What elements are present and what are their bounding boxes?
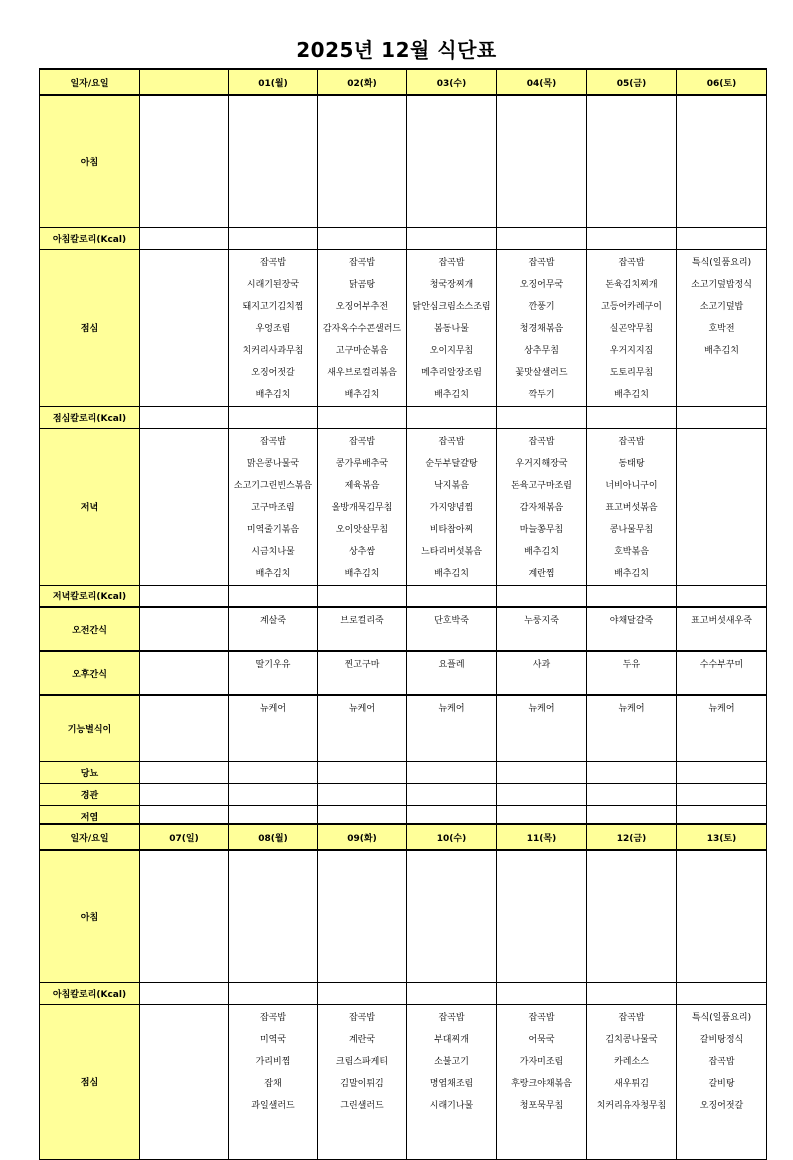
menu-cell [497,227,587,249]
menu-cell [140,95,229,227]
menu-cell [140,783,229,805]
menu-item: 돈육김치찌개 [605,279,658,290]
menu-cell [677,249,767,406]
day-header: 04(목) [497,69,587,95]
row-label: 오후간식 [40,651,140,695]
menu-item: 잡곡밥 [438,257,465,268]
menu-item: 느타리버섯볶음 [421,546,482,557]
menu-cell [140,850,229,982]
menu-item: 소고기덮밥 [699,301,744,312]
menu-item: 잡곡밥 [528,1012,555,1023]
menu-item: 특식(일품요리) [691,257,752,268]
row-label: 당뇨 [40,761,140,783]
menu-cell [318,783,407,805]
menu-item: 특식(일품요리) [691,1012,752,1023]
menu-cell [587,695,677,761]
menu-item: 시래기된장국 [246,279,300,290]
menu-item: 누룽지죽 [524,616,559,626]
meal-table-week1 [39,68,767,828]
menu-item: 브로컬리죽 [340,616,384,626]
menu-cell [497,850,587,982]
menu-cell [318,1004,407,1159]
menu-cell [318,695,407,761]
menu-cell [587,607,677,651]
menu-cell [229,249,318,406]
row-label: 아침칼로리(Kcal) [40,982,140,1004]
menu-item: 어묵국 [528,1034,555,1045]
menu-cell [318,850,407,982]
menu-item: 콩나물무침 [609,524,654,535]
menu-item: 동태탕 [618,458,645,469]
day-header: 05(금) [587,69,677,95]
meal-row [40,651,767,695]
meal-row [40,1004,767,1159]
menu-item: 잡곡밥 [259,436,287,447]
menu-item: 오이지무침 [429,345,474,356]
meal-row [40,783,767,805]
menu-item: 잡곡밥 [348,257,376,268]
menu-item: 표고버섯새우죽 [691,616,752,626]
menu-cell [318,607,407,651]
menu-item: 오징어젓갈 [699,1100,744,1111]
menu-item: 맑은콩나물국 [246,458,300,469]
row-label: 점심칼로리(Kcal) [40,406,140,428]
menu-item: 새우브로컬리볶음 [327,367,397,378]
menu-item: 청경채볶음 [519,323,564,334]
menu-cell [140,249,229,406]
meal-row [40,585,767,607]
menu-cell [318,982,407,1004]
menu-item: 뉴케어 [618,704,645,714]
menu-cell [677,95,767,227]
page-title: 2025년 12월 식단표 [296,38,497,62]
menu-item: 잡곡밥 [708,1056,735,1067]
row-label: 오전간식 [40,607,140,651]
menu-item: 뉴케어 [708,704,735,714]
menu-cell [497,982,587,1004]
corner-label: 일자/요일 [40,69,140,95]
menu-item: 시금치나물 [251,546,295,557]
meal-table-week2 [39,823,767,1160]
menu-cell [407,982,497,1004]
menu-item: 배추김치 [344,568,380,579]
menu-cell [677,695,767,761]
menu-cell [677,1004,767,1159]
menu-item: 계란찜 [528,568,555,579]
menu-cell [497,95,587,227]
menu-item: 야채달걀죽 [609,616,654,626]
menu-item: 뉴케어 [348,704,376,714]
menu-item: 배추김치 [255,389,291,400]
menu-item: 크림스파게티 [335,1056,389,1067]
menu-cell [407,227,497,249]
menu-cell [587,982,677,1004]
menu-cell [677,607,767,651]
menu-cell [407,585,497,607]
menu-cell [318,227,407,249]
menu-item: 배추김치 [255,568,291,579]
menu-item: 오징어젓갈 [251,367,295,378]
menu-item: 너비아니구이 [605,480,658,491]
menu-cell [407,850,497,982]
menu-item: 배추김치 [614,389,649,400]
menu-item: 김말이튀김 [340,1078,384,1089]
menu-cell [677,783,767,805]
menu-item: 수수부꾸미 [699,660,744,670]
row-label: 경관 [40,783,140,805]
menu-cell [318,428,407,585]
meal-row [40,850,767,982]
day-header: 01(월) [229,69,318,95]
menu-cell [140,651,229,695]
menu-cell [587,1004,677,1159]
menu-item: 상추쌈 [348,546,376,557]
day-header: 13(토) [677,824,767,850]
menu-item: 돼지고기김치찜 [242,301,304,312]
menu-cell [318,585,407,607]
menu-item: 소고기그린빈스볶음 [233,480,313,491]
menu-cell [140,982,229,1004]
menu-cell [497,607,587,651]
menu-item: 닭안심크림소스조림 [412,301,491,312]
menu-item: 사과 [532,660,551,670]
menu-cell [318,406,407,428]
menu-cell [677,585,767,607]
menu-cell [318,651,407,695]
menu-item: 고등어카레구이 [601,301,662,312]
meal-row [40,607,767,651]
menu-item: 갈비탕정식 [699,1034,744,1045]
menu-cell [677,761,767,783]
menu-item: 갈비탕 [708,1078,735,1089]
menu-item: 고구마조림 [251,502,295,513]
menu-item: 닭곰탕 [348,279,376,290]
menu-cell [587,227,677,249]
menu-item: 잡곡밥 [438,436,465,447]
menu-item: 소불고기 [434,1056,469,1067]
menu-cell [497,695,587,761]
menu-cell [677,428,767,585]
menu-cell [229,607,318,651]
corner-label: 일자/요일 [40,824,140,850]
row-label: 아침 [40,95,140,227]
menu-item: 잡곡밥 [618,257,645,268]
menu-cell [587,850,677,982]
menu-item: 뉴케어 [528,704,555,714]
menu-item: 청포묵무침 [519,1100,564,1111]
menu-item: 깍두기 [528,389,555,400]
menu-cell [587,428,677,585]
row-label: 기능별식이 [40,695,140,761]
menu-cell [497,761,587,783]
menu-cell [497,1004,587,1159]
menu-item: 배추김치 [614,568,649,579]
row-label: 아침 [40,850,140,982]
menu-item: 잡곡밥 [259,1012,287,1023]
menu-cell [140,227,229,249]
menu-item: 콩가루배추국 [335,458,389,469]
row-label: 저녁 [40,428,140,585]
meal-row [40,227,767,249]
menu-cell [229,406,318,428]
row-label: 저녁칼로리(Kcal) [40,585,140,607]
menu-cell [140,406,229,428]
menu-cell [229,95,318,227]
menu-cell [497,783,587,805]
menu-item: 올방개묵김무침 [331,502,393,513]
menu-item: 김치콩나물국 [605,1034,658,1045]
menu-item: 상추무침 [524,345,559,356]
menu-cell [587,651,677,695]
menu-cell [407,761,497,783]
menu-item: 오징어부추전 [335,301,389,312]
menu-cell [407,651,497,695]
menu-cell [677,651,767,695]
menu-item: 두유 [622,660,641,670]
menu-item: 잡곡밥 [528,436,555,447]
menu-item: 우엉조림 [255,323,291,334]
menu-item: 가지양념찜 [429,502,474,513]
menu-cell [407,249,497,406]
menu-cell [587,783,677,805]
menu-cell [140,428,229,585]
menu-cell [407,428,497,585]
meal-row [40,95,767,227]
menu-cell [677,850,767,982]
menu-item: 잡곡밥 [348,1012,376,1023]
menu-cell [140,761,229,783]
meal-row [40,761,767,783]
menu-item: 잡곡밥 [528,257,555,268]
menu-item: 순두부달걀탕 [425,458,478,469]
menu-item: 잡채 [264,1078,282,1089]
menu-item: 오징어무국 [519,279,564,290]
menu-item: 꽃맛살샐러드 [515,367,568,378]
menu-item: 과일샐러드 [251,1100,295,1111]
meal-row [40,982,767,1004]
menu-item: 봄동나물 [434,323,469,334]
menu-item: 호박전 [708,323,735,334]
menu-item: 도토리무침 [609,367,654,378]
menu-item: 잡곡밥 [259,257,287,268]
menu-cell [318,761,407,783]
menu-cell [587,585,677,607]
row-label: 저염 [40,805,140,827]
menu-item: 단호박죽 [434,616,469,626]
menu-cell [407,607,497,651]
menu-cell [229,783,318,805]
menu-item: 계살죽 [259,616,287,626]
menu-cell [497,249,587,406]
day-header: 09(화) [318,824,407,850]
menu-item: 감자옥수수콘샐러드 [322,323,402,334]
menu-item: 우거지해장국 [515,458,568,469]
menu-item: 가자미조림 [519,1056,564,1067]
row-label: 점심 [40,1004,140,1159]
menu-cell [229,1004,318,1159]
menu-item: 가리비찜 [255,1056,291,1067]
menu-cell [140,607,229,651]
menu-item: 잡곡밥 [618,436,645,447]
menu-item: 제육볶음 [344,480,380,491]
menu-item: 새우튀김 [614,1078,649,1089]
menu-cell [229,428,318,585]
menu-item: 고구마순볶음 [335,345,389,356]
menu-item: 잡곡밥 [348,436,376,447]
menu-cell [318,95,407,227]
menu-item: 요플레 [438,660,465,670]
menu-cell [229,982,318,1004]
menu-item: 돈육고구마조림 [511,480,572,491]
row-label: 아침칼로리(Kcal) [40,227,140,249]
menu-cell [229,585,318,607]
menu-item: 표고버섯볶음 [605,502,658,513]
meal-row [40,249,767,406]
menu-item: 후랑크야채볶음 [511,1078,572,1089]
menu-item: 명엽채조림 [429,1078,474,1089]
menu-item: 비타참아찌 [429,524,474,535]
row-label: 점심 [40,249,140,406]
day-header: 12(금) [587,824,677,850]
meal-row [40,428,767,585]
menu-item: 계란국 [348,1034,376,1045]
menu-cell [229,850,318,982]
menu-item: 딸기우유 [255,660,291,670]
menu-cell [677,227,767,249]
menu-item: 잡곡밥 [618,1012,645,1023]
menu-item: 배추김치 [434,389,469,400]
day-header [140,69,229,95]
menu-item: 감자채볶음 [519,502,564,513]
menu-cell [587,761,677,783]
menu-cell [587,249,677,406]
menu-item: 실곤약무침 [609,323,654,334]
meal-row [40,695,767,761]
menu-item: 뉴케어 [438,704,465,714]
menu-cell [407,95,497,227]
menu-item: 잡곡밥 [438,1012,465,1023]
menu-cell [497,651,587,695]
menu-cell [677,406,767,428]
menu-cell [229,695,318,761]
menu-item: 부대찌개 [434,1034,469,1045]
menu-item: 청국장찌개 [429,279,474,290]
menu-item: 배추김치 [704,345,739,356]
menu-item: 미역줄기볶음 [246,524,300,535]
menu-cell [497,428,587,585]
menu-item: 미역국 [259,1034,287,1045]
menu-cell [140,695,229,761]
menu-item: 그린샐러드 [340,1100,384,1111]
menu-item: 마늘쫑무침 [519,524,564,535]
menu-item: 배추김치 [434,568,469,579]
menu-item: 소고기덮밥정식 [691,279,752,290]
menu-item: 낙지볶음 [434,480,469,491]
menu-item: 치커리유자청무침 [596,1100,667,1111]
menu-item: 호박볶음 [614,546,649,557]
menu-item: 뉴케어 [259,704,287,714]
day-header: 10(수) [407,824,497,850]
menu-cell [677,982,767,1004]
menu-item: 시래기나물 [429,1100,474,1111]
menu-cell [229,227,318,249]
menu-item: 배추김치 [524,546,559,557]
day-header: 06(토) [677,69,767,95]
menu-cell [407,1004,497,1159]
menu-cell [140,585,229,607]
menu-cell [229,651,318,695]
meal-row [40,406,767,428]
menu-cell [407,783,497,805]
menu-cell [140,1004,229,1159]
day-header: 03(수) [407,69,497,95]
menu-item: 치커리사과무침 [242,345,304,356]
menu-cell [497,406,587,428]
day-header: 11(목) [497,824,587,850]
menu-item: 메추리알장조림 [421,367,482,378]
menu-item: 찐고구마 [344,660,380,670]
menu-cell [497,585,587,607]
menu-item: 우거지지짐 [609,345,654,356]
day-header: 07(일) [140,824,229,850]
menu-item: 오이앗살무침 [335,524,389,535]
menu-cell [587,95,677,227]
day-header: 08(월) [229,824,318,850]
day-header: 02(화) [318,69,407,95]
menu-cell [407,406,497,428]
menu-item: 카레소스 [614,1056,649,1067]
menu-cell [587,406,677,428]
menu-cell [407,695,497,761]
menu-item: 깐풍기 [528,301,555,312]
menu-cell [318,249,407,406]
menu-item: 배추김치 [344,389,380,400]
menu-cell [229,761,318,783]
